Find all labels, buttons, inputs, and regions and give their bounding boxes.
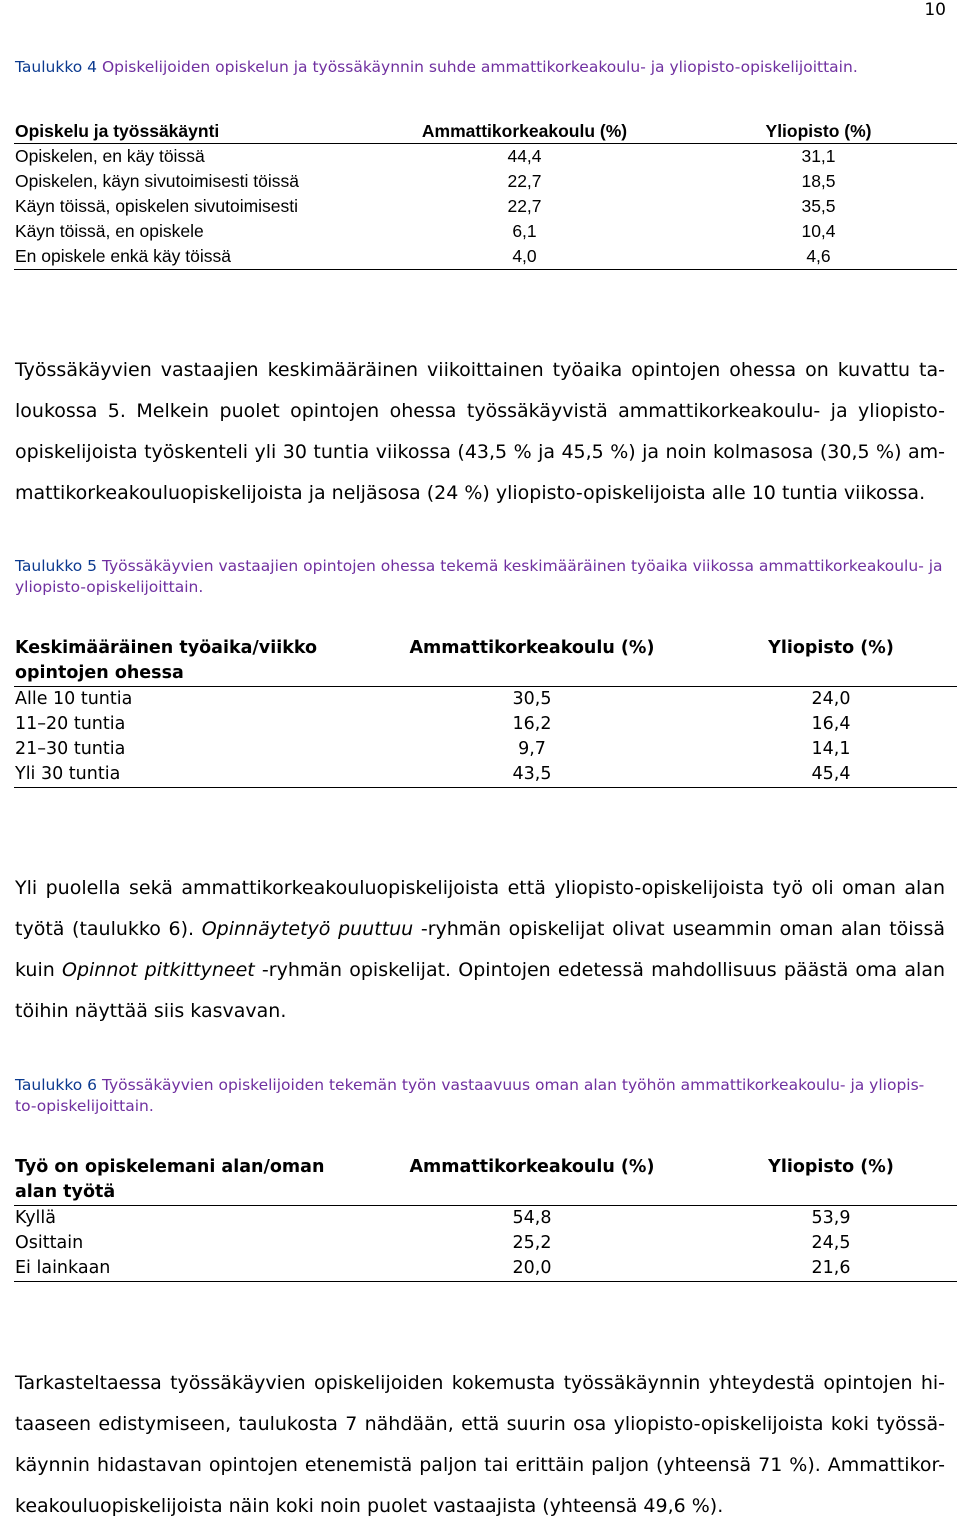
table6-cell-amk: 20,0 bbox=[359, 1256, 704, 1282]
paragraph-2 bbox=[15, 868, 945, 1032]
table-row bbox=[14, 144, 957, 170]
table4-cell-yliopisto: 4,6 bbox=[679, 244, 957, 270]
table6-cell-amk: 54,8 bbox=[512, 1208, 552, 1228]
table4-header-yliopisto: Yliopisto (%) bbox=[679, 119, 957, 144]
table-row bbox=[14, 737, 957, 762]
table4-cell-amk: 44,4 bbox=[507, 146, 542, 166]
paragraph-2-part3: -ryhmän opiskelijat. Opintojen edetessä mahdollisuus päästä oma alan töihin näyttää siis kasvavan. bbox=[15, 959, 945, 1022]
table-row bbox=[14, 219, 957, 244]
table5-cell-label: Alle 10 tuntia bbox=[15, 689, 133, 709]
table6-header-category: Työ on opiskelemani alan/oman alan työtä bbox=[14, 1155, 359, 1206]
table4-cell-label: Käyn töissä, en opiskele bbox=[15, 221, 204, 241]
page-number: 10 bbox=[924, 0, 946, 20]
table6-header-yliopisto: Yliopisto (%) bbox=[704, 1155, 957, 1206]
table4-header-category: Opiskelu ja työssäkäynti bbox=[14, 119, 369, 144]
paragraph-1: Työssäkäyvien vastaajien keskimääräinen viikoittainen työaika opintojen ohessa on kuvattu ta-loukossa 5. Melkein puolet opintojen ohessa työssäkäyvistä ammattikorkeakoulu- ja yliopisto-opiskelijoista työskenteli yli 30 tuntia viikossa (43,5 % ja 45,5 %) ja noin kolmasosa (30,5 %) am-mattikorkeakouluopiskelijoista ja neljäsosa (24 %) yliopisto-opiskelijoista alle 10 tuntia viikossa. bbox=[15, 359, 945, 504]
table4-cell-yliopisto: 18,5 bbox=[801, 171, 836, 191]
table4-cell-amk: 22,7 bbox=[507, 196, 542, 216]
paragraph-3: Tarkasteltaessa työssäkäyvien opiskelijoiden kokemusta työssäkäynnin yhteydestä opintojen hi-taaseen edistymiseen, taulukosta 7 nähdään, että suurin osa yliopisto-opiskelijoista koki työssä-käynnin hidastavan opintojen etenemistä paljon tai erittäin paljon (yhteensä 71 %). Ammattikor-keakouluopiskelijoista näin koki noin puolet vastaajista (yhteensä 49,6 %). bbox=[15, 1372, 945, 1517]
table4-caption-label: Taulukko 4 bbox=[15, 58, 98, 76]
table6 bbox=[14, 1155, 957, 1282]
table4-cell-label: Opiskelen, en käy töissä bbox=[15, 146, 205, 166]
table-row bbox=[14, 169, 957, 194]
table6-cell-yliopisto: 21,6 bbox=[704, 1256, 957, 1282]
table5-cell-label: Yli 30 tuntia bbox=[14, 762, 359, 788]
table6-caption-label: Taulukko 6 bbox=[15, 1076, 98, 1094]
paragraph-2-italic1: Opinnäytetyö puuttuu bbox=[201, 918, 414, 940]
table5-caption bbox=[15, 556, 945, 598]
table6-cell-yliopisto: 53,9 bbox=[811, 1208, 851, 1228]
table4 bbox=[14, 119, 957, 270]
table6-cell-label: Ei lainkaan bbox=[14, 1256, 359, 1282]
table4-caption bbox=[15, 57, 945, 78]
table4-cell-label: En opiskele enkä käy töissä bbox=[14, 244, 369, 270]
table-row bbox=[14, 1206, 957, 1232]
table6-cell-label: Kyllä bbox=[15, 1208, 57, 1228]
table-row bbox=[14, 687, 957, 713]
table4-caption-text: Opiskelijoiden opiskelun ja työssäkäynnin suhde ammattikorkeakoulu- ja yliopisto-opiskelijoittain. bbox=[97, 58, 858, 76]
table5 bbox=[14, 636, 957, 788]
table5-cell-amk: 9,7 bbox=[518, 739, 546, 759]
table5-cell-yliopisto: 45,4 bbox=[704, 762, 957, 788]
table4-cell-label: Opiskelen, käyn sivutoimisesti töissä bbox=[15, 171, 299, 191]
table5-header-category: Keskimääräinen työaika/viikko opintojen ohessa bbox=[14, 636, 359, 687]
table-row bbox=[14, 194, 957, 219]
table4-cell-amk: 22,7 bbox=[507, 171, 542, 191]
table-row bbox=[14, 762, 957, 788]
table6-cell-amk: 25,2 bbox=[512, 1233, 552, 1253]
table6-cell-yliopisto: 24,5 bbox=[811, 1233, 851, 1253]
table5-header-amk: Ammattikorkeakoulu (%) bbox=[359, 636, 704, 687]
table5-cell-yliopisto: 16,4 bbox=[811, 714, 851, 734]
table5-cell-label: 21–30 tuntia bbox=[15, 739, 126, 759]
paragraph-2-part1: Yli puolella sekä ammattikorkeakouluopiskelijoista että yliopisto-opiskelijoista työ oli oman alan työtä (taulukko 6). bbox=[15, 877, 945, 940]
table5-cell-amk: 43,5 bbox=[359, 762, 704, 788]
table4-cell-yliopisto: 31,1 bbox=[801, 146, 836, 166]
table6-cell-label: Osittain bbox=[15, 1233, 84, 1253]
table-row bbox=[14, 1256, 957, 1282]
table6-caption-text: Työssäkäyvien opiskelijoiden tekemän työn vastaavuus oman alan työhön ammattikorkeakoulu- ja yliopis-to-opiskelijoittain. bbox=[15, 1076, 925, 1115]
table5-cell-yliopisto: 14,1 bbox=[811, 739, 851, 759]
table4-cell-amk: 4,0 bbox=[369, 244, 679, 270]
table4-cell-yliopisto: 10,4 bbox=[801, 221, 836, 241]
table4-cell-label: Käyn töissä, opiskelen sivutoimisesti bbox=[15, 196, 299, 216]
table5-cell-yliopisto: 24,0 bbox=[811, 689, 851, 709]
table4-cell-amk: 6,1 bbox=[512, 221, 537, 241]
table-row bbox=[14, 712, 957, 737]
paragraph-2-part2: -ryhmän opiskelijat olivat useammin oman alan töissä kuin bbox=[15, 918, 945, 981]
table5-cell-amk: 16,2 bbox=[512, 714, 552, 734]
table5-caption-text: Työssäkäyvien vastaajien opintojen ohessa tekemä keskimääräinen työaika viikossa ammattikorkeakoulu- ja yliopisto-opiskelijoittain. bbox=[15, 557, 943, 596]
table-row bbox=[14, 244, 957, 270]
table5-cell-label: 11–20 tuntia bbox=[15, 714, 126, 734]
table-row bbox=[14, 1231, 957, 1256]
table6-caption bbox=[15, 1075, 945, 1117]
table4-header-amk: Ammattikorkeakoulu (%) bbox=[369, 119, 679, 144]
table5-caption-label: Taulukko 5 bbox=[15, 557, 98, 575]
table5-cell-amk: 30,5 bbox=[512, 689, 552, 709]
table4-cell-yliopisto: 35,5 bbox=[801, 196, 836, 216]
table5-header-yliopisto: Yliopisto (%) bbox=[704, 636, 957, 687]
table6-header-amk: Ammattikorkeakoulu (%) bbox=[359, 1155, 704, 1206]
paragraph-2-italic2: Opinnot pitkittyneet bbox=[61, 959, 255, 981]
